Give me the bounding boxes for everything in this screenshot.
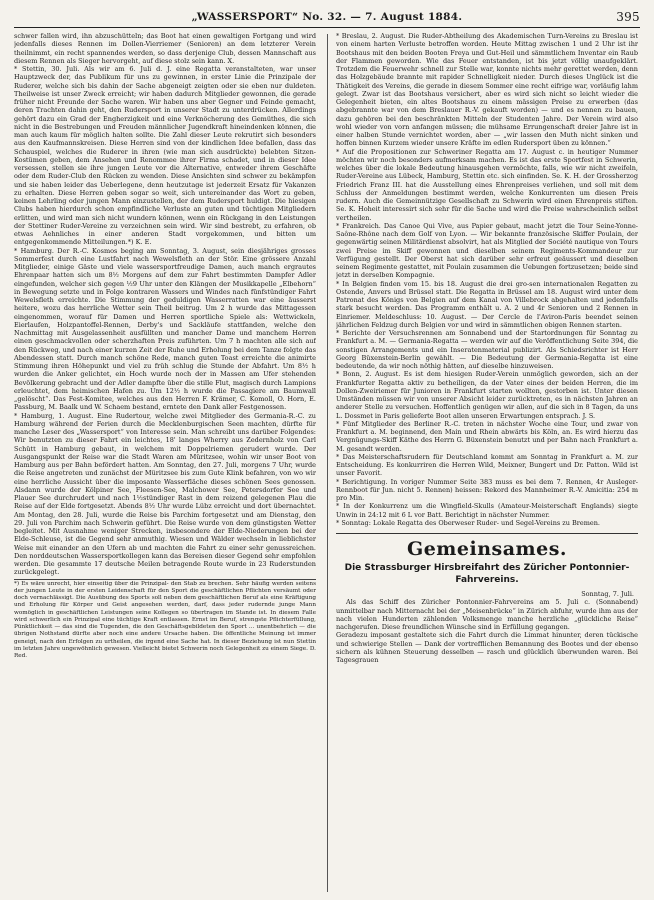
left-column [14,32,316,896]
running-title: „WASSERSPORT“ No. 32. — 7. August 1884. [191,11,463,23]
article-dateline: Sonntag, 7. Juli. [581,590,634,598]
article-title: Die Strassburger Hirsbreifahrt des Züricher Pontonnier-Fahrvereins. [344,563,630,585]
page-number: 395 [616,10,640,24]
left-column-body: schwer fallen wird, ihn abzuschütteln; das Boot hat einen gewaltigen Fortgang und wird jedenfalls dieses Rennen im Dollen-Vierriemer (Senioren) an dem letzterer Verein theilnimmt, ein recht spannendes werden, so dass derjenige Club, dessen Mannschaft aus diesem Rennen als Sieger hervorgeht, auf diese stolz sein kann. X. * Stettin, 30. Juli. Als wir am 6. Juli d. J. eine Regatta veranstalteten, war unser Hauptzweck der, das Publikum für uns zu gewinnen, in erster Linie die Prinzipale der Ruderer, welche sich bis dahin der Sache abgeneigt zeigten oder sie eben nur duldeten. Theilweise ist unser Zweck erreicht; wir haben dadurch Mitglieder gewonnen, die gerade früher nicht Freunde der Sache waren. Wir haben uns aber Gegner und Feinde gemacht, deren Trachten dahin geht, den Rudersport in unserer Stadt zu unterdrücken. Allerdings gehört dazu ein Grad der Engherzigkeit und eine Verknöcherung des Gemüthes, die sich nicht in die Bestrebungen und Freuden männlicher Jugendkraft hineindenken können, die man auch kaum für möglich halten sollte. Die Zahl dieser Leute rekrutirt sich besonders aus den Kaufmannskreisen. Diese Herren sind von der kindlichen Idee befallen, dass das Schauspiel, welches die Ruderer in ihren (wie man sich ausdrückte) belebten Sitzen-Kostümen geben, dem Ansehen und Renommee ihrer Firma schadet, und in dieser Idee versessen, stellen sie ihre jungen Leute vor die Alternative, entweder ihrem Geschäfte oder dem Ruder-Club den Rücken zu wenden. Diese Ansichten sind schwer zu bekämpfen und sie haben leider das Ueberlegene, denn heutzutage ist jederzeit Ersatz für Vakanzen zu erhalten. Diese Herren geben sogar so weit, sich untereinander das Wort zu geben, keinen Lehrling oder jungen Mann einzustellen, der dem Rudersport huldigt. Die hiesigen Clubs haben hierdurch schon empfindliche Verluste an guten und tüchtigen Mitgliedern erlitten, und wird man sich nicht wundern können, wenn ein Rückgang in den Leistungen der Stettiner Ruder-Vereine zu verzeichnen sein wird. Wir sind bestrebt, zu erfahren, ob etwas Aehnliches in einer anderen Stadt vorgekommen, und bitten um entgegenkommende Mitteilungen.*) K. E. * Hamburg. Der R.-C. Kosmos beging am Sonntag, 3. August, sein diesjähriges grosses Sommerfest durch eine Lustfahrt nach Wewelsfleth an der Stör. Eine grössere Anzahl Mitglieder, einige Gäste und viele wassersportfreudige Damen, auch manch ergrautes Ehrenpaar hatten sich um 8½ Morgens auf dem zur Fahrt bestimmten Dampfer Adler eingefunden, welcher sich gegen ½9 Uhr unter den Klängen der Musikkapelle „Elbehorn“ in Bewegung setzte und in Folge kontraren Wassers und Windes nach fünfstündiger Fahrt Wewelsfleth erreichte. Die Stimmung der geduldigen Wasserratten war eine äusserst heitere, wozu das herrliche Wetter sein Theil beitrug. Um 2 h wurde das Mittagessen eingenommen, worauf für Damen und Herren sportliche Spiele als: Wettwickeln, Eierlaufen, Holzpantoffel-Rennen, Derby's und Sackläufe stattfanden, welche den Nachmittag mit Ausgelassenheit ausfüllten und mancher Dame und manchem Herren einen geschmackvollen oder scherzhaften Preis zuführten. Um 7 h machten alle sich auf den Rückweg, und nach einer kurzen Zeit der Ruhe und Erholung bei dem Tanze folgte das Abendessen statt. Durch manch schöne Rede, manch guten Toast erreichte die animirte Stimmung ihren Höhepunkt und viel zu früh schlug die Stunde der Abfahrt. Um 8½ h wurden die Anker gelichtet, ein Hoch wurde noch der in Massen am Ufer stehenden Bevölkerung gebracht und der Adler dampfte über die stille Flut, magisch durch Lampions erleuchtet, dem heimischen Hafen zu. Um 12½ h wurde die Passagiere am Baumwall „gelöscht“. Das Fest-Komitee, welches aus den Herren F. Krämer, C. Komoll, O. Horn, E. Passburg, M. Baalk und W. Schaem bestand, erntete den Dank aller Festgenossen. * Hamburg, 1. August. Eine Rudertour, welche zwei Mitglieder des Germania-R.-C. zu Hamburg während der Ferien durch die Mecklenburgischen Seen machten, dürfte für manche Leser des „Wassersport“ von Interesse sein. Man schreibt uns darüber Folgendes: Wir benutzten zu dieser Fahrt ein leichtes, 18' langes Wherry aus Zedernholz von Carl Schütt in Hamburg gebaut, in welchem mit Doppelriemen gerudert wurde. Der Ausgangspunkt der Reise war die Stadt Waren am Müritzsee, wohin wir unser Boot von Hamburg aus per Bahn befördert hatten. Am Sonntag, den 27. Juli, morgens 7 Uhr, wurde die Reise angetreten und zunächst der Müritzsee bis zum Gute Klink befahren, von wo wir eine herrliche Aussicht über die imposante Wasserfläche dieses schönen Sees genossen. Alsdann wurde der Kölpiner See, Fleesen-See, Malchower See, Petersdorfer See und Plauer See durchrudert und nach 1½stündiger Rast in dem reizend gelegenen Plau die Reise auf der Elde fortgesetzt. Abends 8½ Uhr wurde Lübz erreicht und dort übernachtet. Am Montag, den 28. Juli, wurde die Reise bis Parchim fortgesetzt und am Dienstag, den 29. Juli von Parchim nach Schwerin geführt. Die Reise wurde von dem günstigsten Wetter begleitet. Mit Ausnahme weniger Strecken, insbesondere der Elde-Niederungen bei der Elde-Schleuse, ist die Gegend sehr anmuthig. Wiesen und Wälder wechseln in lieblichster Weise mit einander an den Ufern ab und machten die Fahrt zu einer sehr genussreichen. Den norddeutschen Wassersportkollegen kann das Bereisen dieser Gegend sehr empfohlen werden. Die gesammte 17 deutsche Meilen betragende Route wurde in 23 Ruderstunden zurückgelegt. [14,32,316,577]
footnote: *) Es wäre unrecht, hier einseitig über die Prinzipal- den Stab zu brechen. Sehr häufig werden seitens der jungen Leute in der ersten Leidenschaft für den Sport die geschäftlichen Pflichten versäumt oder doch vernachlässigt. Die Ausübung des Sports soll neben dem geschäftlichen Beruf als eine Kräftigung und Erholung für Körper und Geist angesehen werden, darf, dass jeder rudernde junge Mann womöglich in geschäftlichen Leistungen seine Kollegen so übertragen im Stande ist. In diesem Falle wird schwerlich ein Prinzipal eine tüchtige Kraft entlassen. Ernst im Beruf, strengste Pflichterfüllung, Pünktlichkeit — das sind die Tugenden, die den Geschäftsgebildeten den Sport ... unentbehrlich — die übrigen Nothstand dürfte aber noch eine andere Ursache haben. Die öffentliche Meinung ist immer geneigt, nach den Erfolgen zu urtheilen, die irgend eine Sache hat. In dieser Beziehung ist nun Stettin im letzten Jahre ungewöhnlich gewesen. Vielleicht bietet Schwerin noch Gelegenheit zu einem Siege. D. Red. [14,580,316,659]
section-heading: Gemeinsames. [406,538,568,560]
section-block [336,533,638,586]
running-head [14,8,640,28]
right-column [336,32,638,896]
article-body: Als das Schiff des Züricher Pontonnier-Fahrvereins am 5. Juli c. (Sonnabend) unmittelbar nach Mitternacht bei der „Meisenbrücke“ in Zürich abfuhr, wurde ihm aus der nach vielen Hunderten zählenden Volksmenge manche herzliche „glückliche Reise“ nachgerufen. Diese freundlichen Wünsche sind in Erfüllung gegangen. Geradezu imposant gestaltete sich die Fahrt durch die Limmat hinunter, deren tückische und schwierige Stellen — Dank der vortrefflichen Bemannung des Bootes und der ebenso sichern als kühnen Steuerung desselben — rasch und glücklich überwunden waren. Bei Tagesgrauen [336,598,638,664]
columns [14,32,640,896]
right-column-body: * Breslau, 2. August. Die Ruder-Abtheilung des Akademischen Turn-Vereins zu Breslau ist von einem harten Verluste betroffen worden. Heute Mittag zwischen 1 und 2 Uhr ist ihr Bootshaus mit den beiden Booten Freya und Gut-Heil und sämmtlichem Inventar ein Raub der Flammen geworden. Wie das Feuer entstanden, ist bis jetzt völlig unaufgeklärt. Trotzdem die Feuerwehr schnell zur Stelle war, konnte nichts mehr gerettet werden, denn das Holzgebäude brannte mit rapider Schnelligkeit nieder. Durch dieses Unglück ist die Thätigkeit des Vereins, die gerade in diesem Sommer eine recht eifrige war, vorläufig lahm gelegt. Zwar ist das Bootshaus versichert, aber es wird sich nicht so leicht wieder die Gelegenheit bieten, ein altes Bootshaus zu einem mässigen Preise zu erwerben (das abgebrannte war von dem Breslauer R.-V. gekauft worden) — und es nennen zu bauen, dazu gehören bei den beschränkten Mitteln der Studenten Jahre. Der Verein wird also wohl wieder von vorn anfangen müssen; die mühsame Errungenschaft dreier Jahre ist in einer halben Stunde vernichtet worden, aber — „wir lassen den Muth nicht sinken und hoffen binnen Kurzem wieder unsere Kräfte im edlen Rudersport üben zu können.“ * Auf die Propositionen zur Schweriner Regatta am 17. August c. in heutiger Nummer möchten wir noch besonders aufmerksam machen. Es ist das erste Sportfest in Schwerin, welches über die lokale Bedeutung hinausgehen vermöchte, falls, wie wir nicht zweifeln, Ruder-Vereine aus Lübeck, Hamburg, Stettin etc. sich einfinden. Se. K. H. der Grossherzog Friedrich Franz III. hat die Ausstellung eines Ehrenpreises verliehen, und soll mit dem Schluss der Anmeldungen bestimmt werden, welche Konkurrenten um diesen Preis rudern. Auch die Gemeinnützige Gesellschaft zu Schwerin wird einen Ehrenpreis stiften. Se. K. Hoheit interessirt sich sehr für die Sache und wird die Preise wahrscheinlich selbst vertheilen. * Frankreich. Das Canoe Qui Vive, aus Papier gebaut, macht jetzt die Tour Seine-Yonne-Saône-Rhône nach dem Golf von Lyon. — Wir bekannte französische Skiffer Poulain, der gegenwärtig seinen Militärdienst absolvirt, hat als Mitglied der Société nautique von Tours zwei Preise im Skiff gewonnen und dieselben seinem Regiments-Kommandeur zur Verfügung gestellt. Der Oberst hat sich darüber sehr erfreut geäussert und dieselben seinem Regimente gestattet, mit Poulain zusammen die Uebungen fortzusetzen; beide sind jetzt in derselben Kompagnie. * In Belgien finden vom 15. bis 18. August die drei gro-sen internationalen Regatten zu Ostende, Anvers und Brüssel statt. Die Regatta in Brüssel am 18. August wird unter dem Patronat des Königs von Belgien auf dem Kanal von Villebrock abgehalten und jedenfalls stark besucht werden. Das Programm enthält u. A. 2 und 4r Senioren und 2 Rennen in Einriemer. Meldeschluss: 10. August. — Der Cercle de l'Aviron-Paris beendet seinen jährlichen Feldzug durch Belgien vor und wird in sämmtlichen obigen Rennen starten. * Berichte der Versuchsrennen am Sonnabend und der Startordnungen für Sonntag zu Frankfurt a. M. — Germania-Regatta — werden wir auf die Veröffentlichung Seite 394, die sonstigen Arrangements und ein Inseratenmaterial publizirt. Als Schiedsrichter ist Herr Georg Büxenstein-Berlin gewählt. — Die Bedeutung der Germania-Regatta ist eine bedeutende, da wir noch nöthig hätten, auf dieselbe hinzuweisen. * Bonn, 2. August. Es ist dem hiesigen Ruder-Verein unmöglich geworden, sich an der Frankfurter Regatta aktiv zu betheiligen, da der Vater eines der beiden Herren, die im Dollen-Zweiriemer für Junioren in Frankfurt starten wollten, gestorben ist. Unter diesen Umständen müssen wir von unserer Absicht leider zurücktreten, es in nächsten Jahren an anderer Stelle zu versuchen. Hoffentlich genügen wir allen, auf die sich in 8 Tagen, da uns L. Dossmet in Paris gelieferte Boot allen unseren Erwartungen entsprach. J. S. * Fünf Mitglieder des Berliner R.-C. treten in nächster Woche eine Tour, und zwar von Frankfurt a. M. beginnend, den Main und Rhein abwärts bis Köln, an. Es wird hierzu das Vergnügungs-Skiff Käthe des Herrn G. Büxenstein benutzt und per Bahn nach Frankfurt a. M. gesandt werden. * Das Meisterschaftsrudern für Deutschland kommt am Sonntag in Frankfurt a. M. zur Entscheidung. Es konkurriren die Herren Wild, Meixner, Bungert und Dr. Patton. Wild ist unser Favorit. * Berichtigung. In voriger Nummer Seite 383 muss es bei dem 7. Rennen, 4r Ausleger-Rennboot für Jun. nicht 5. Rennen) heissen: Rekord des Mannheimer R.-V. Amicitia: 254 m pro Min. * In der Konkurrenz um die Wingfield-Skulls (Amateur-Meisterschaft Englands) siegte Unwin in 24:12 mit 6 L vor Batt. Berichtigt in nächster Nummer. * Sonntag: Lokale Regatta des Oberweser Ruder- und Segel-Vereins zu Bremen. [336,32,638,527]
